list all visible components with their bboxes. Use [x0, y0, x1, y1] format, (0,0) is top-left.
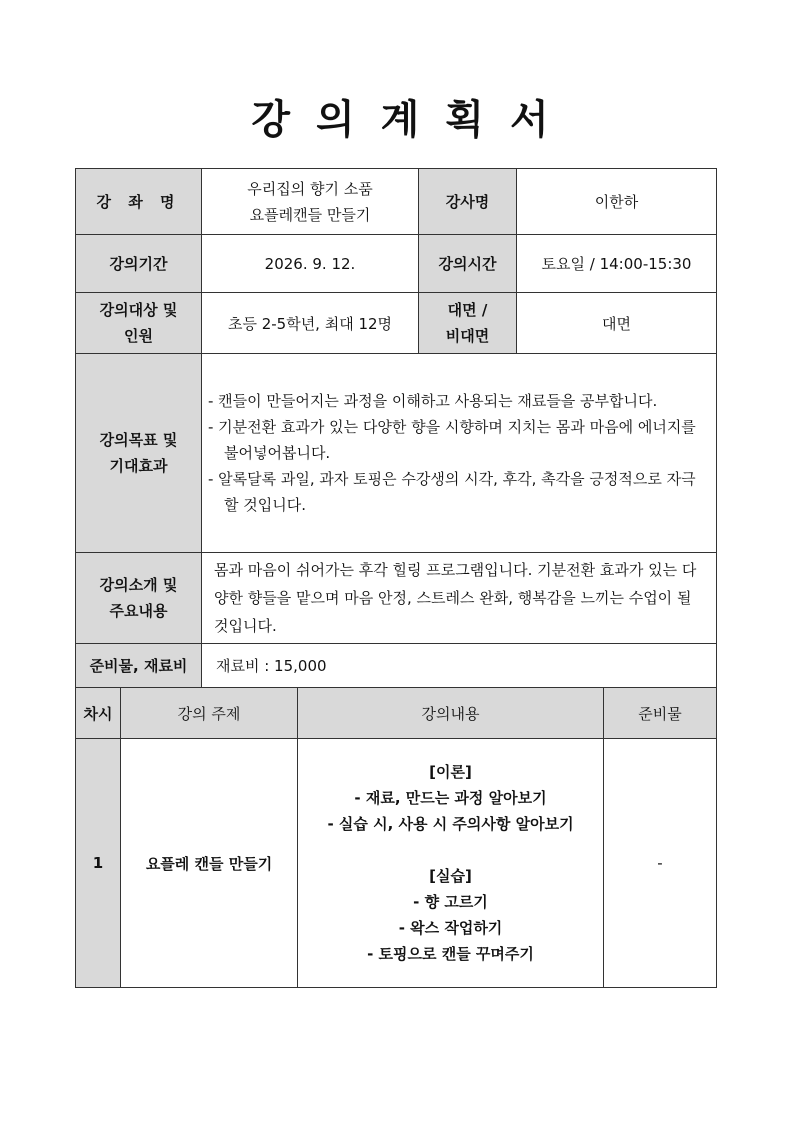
target-label-line: 강의대상 및 — [99, 301, 178, 319]
theory-item: - 재료, 만드는 과정 알아보기 — [354, 789, 547, 807]
materials-label: 준비물, 재료비 — [76, 644, 202, 688]
session-number: 1 — [76, 739, 121, 988]
mode-value: 대면 — [517, 293, 717, 354]
session-content — [298, 739, 604, 988]
period-label: 강의기간 — [76, 235, 202, 293]
practice-item: - 토핑으로 캔들 꾸며주기 — [367, 945, 534, 963]
goals-value — [202, 354, 717, 553]
period-value: 2026. 9. 12. — [202, 235, 419, 293]
goal-item: - 기분전환 효과가 있는 다양한 향을 시향하며 지치는 몸과 마음에 에너지를 불어넣어봅니다. — [208, 418, 696, 462]
theory-item: - 실습 시, 사용 시 주의사항 알아보기 — [327, 815, 574, 833]
materials-value: 재료비 : 15,000 — [202, 644, 717, 688]
target-value: 초등 2-5학년, 최대 12명 — [202, 293, 419, 354]
goals-label-line: 기대효과 — [109, 457, 168, 475]
prep-header: 준비물 — [604, 688, 717, 739]
goal-item: - 알록달록 과일, 과자 토핑은 수강생의 시각, 후각, 촉각을 긍정적으로 자극할 것입니다. — [208, 470, 696, 514]
mode-label-line: 대면 / — [447, 301, 488, 319]
target-label — [76, 293, 202, 354]
course-name-label: 강 좌 명 — [76, 169, 202, 235]
table-row — [76, 739, 717, 988]
content-spacer — [298, 837, 603, 863]
instructor-label: 강사명 — [419, 169, 517, 235]
intro-label-line: 강의소개 및 — [99, 576, 178, 594]
schedule-table — [75, 687, 717, 988]
target-label-line: 인원 — [124, 327, 153, 345]
goals-label-line: 강의목표 및 — [99, 431, 178, 449]
goals-label — [76, 354, 202, 553]
practice-title: [실습] — [429, 867, 472, 885]
topic-header: 강의 주제 — [121, 688, 298, 739]
instructor-value: 이한하 — [517, 169, 717, 235]
intro-label — [76, 553, 202, 644]
course-info-table — [75, 168, 717, 688]
goal-item: - 캔들이 만들어지는 과정을 이해하고 사용되는 재료들을 공부합니다. — [208, 392, 658, 410]
session-prep: - — [604, 739, 717, 988]
practice-item: - 향 고르기 — [413, 893, 488, 911]
intro-value: 몸과 마음이 쉬어가는 후각 힐링 프로그램입니다. 기분전환 효과가 있는 다양한 향들을 맡으며 마음 안정, 스트레스 완화, 행복감을 느끼는 수업이 될 것입니다. — [202, 553, 717, 644]
session-header: 차시 — [76, 688, 121, 739]
mode-label-line: 비대면 — [445, 327, 490, 345]
page-title: 강의계획서 — [251, 97, 575, 143]
mode-label — [419, 293, 517, 354]
time-value: 토요일 / 14:00-15:30 — [517, 235, 717, 293]
course-name-line: 우리집의 향기 소품 — [247, 179, 373, 198]
session-topic: 요플레 캔들 만들기 — [121, 739, 298, 988]
intro-label-line: 주요내용 — [109, 602, 168, 620]
course-name-value — [202, 169, 419, 235]
content-header: 강의내용 — [298, 688, 604, 739]
theory-title: [이론] — [429, 763, 472, 781]
practice-item: - 왁스 작업하기 — [398, 919, 503, 937]
time-label: 강의시간 — [419, 235, 517, 293]
course-name-line: 요플레캔들 만들기 — [249, 205, 371, 224]
